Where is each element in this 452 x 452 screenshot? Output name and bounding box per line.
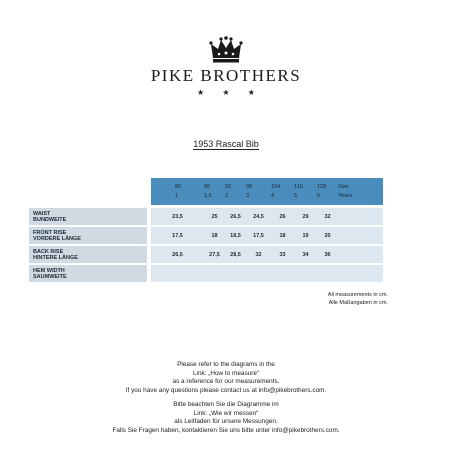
row-label-back-rise: BACK RISE HINTERE LÄNGE	[29, 245, 147, 264]
cell	[294, 264, 317, 283]
page-title	[0, 139, 452, 149]
cell: 18,5	[225, 226, 246, 245]
info-german	[0, 401, 452, 435]
cell	[338, 208, 383, 226]
cell: 27,5	[204, 245, 225, 264]
cell: 34	[294, 245, 317, 264]
note-de: Alle Maßangaben in cm.	[328, 299, 388, 306]
cell	[338, 264, 383, 283]
cell: 29	[294, 208, 317, 226]
header-row	[29, 178, 383, 205]
table-row	[29, 226, 383, 245]
how-to-measure-link[interactable]: Link: „How to measure“	[192, 369, 260, 377]
header-col-6: 128 6	[317, 178, 338, 205]
table-row	[29, 264, 383, 283]
brand-stars: ★ ★ ★	[197, 88, 263, 97]
cell	[246, 264, 271, 283]
row-label-hem-width: HEM WIDTH SAUMWEITE	[29, 264, 147, 283]
header-col-2: 92 2	[225, 178, 246, 205]
info-en-line: as a reference for our measurements.	[172, 378, 280, 386]
cell: 18	[204, 226, 225, 245]
row-label-front-rise: FRONT RISE VORDERE LÄNGE	[29, 226, 147, 245]
crown-icon	[209, 36, 243, 64]
cell	[317, 264, 338, 283]
cell	[338, 226, 383, 245]
info-de-line[interactable]: Falls Sie Fragen haben, kontaktieren Sie uns bitte unter info@pikebrothers.com.	[112, 426, 340, 434]
cell: 26	[271, 208, 294, 226]
info-en-line: Please refer to the diagrams in the	[177, 361, 275, 368]
header-col-5: 116 5	[294, 178, 317, 205]
cell: 17,5	[151, 226, 204, 245]
cell: 24,5	[246, 208, 271, 226]
header-col-1: 86 1,5	[204, 178, 225, 205]
cell: 20	[317, 226, 338, 245]
cell: 26,5	[151, 245, 204, 264]
row-label-waist: WAIST BUNDWEITE	[29, 208, 147, 226]
page-title-text: 1953 Rascal Bib	[193, 139, 259, 149]
header-corner	[29, 178, 147, 205]
cell: 32	[317, 208, 338, 226]
header-col-0: 80 1	[151, 178, 204, 205]
cell: 18	[271, 226, 294, 245]
brand-logo	[0, 36, 452, 97]
cell	[204, 264, 225, 283]
cell: 26,5	[225, 208, 246, 226]
info-de-line: Bitte beachten Sie die Diagramme im	[173, 401, 279, 408]
header-col-7: Size Years	[338, 178, 383, 205]
cell	[271, 264, 294, 283]
header-col-4: 104 4	[271, 178, 294, 205]
cell: 17,5	[246, 226, 271, 245]
wie-wir-messen-link[interactable]: Link: „Wie wir messen“	[193, 409, 259, 417]
info-de-line: als Leitfaden für unsere Messungen.	[174, 418, 278, 426]
size-chart-table	[29, 178, 383, 284]
header-col-3: 98 3	[246, 178, 271, 205]
table-row	[29, 208, 383, 226]
cell: 28,5	[225, 245, 246, 264]
info-en-line[interactable]: If you have any questions please contact us at info@pikebrothers.com.	[125, 386, 327, 394]
cell	[225, 264, 246, 283]
cell: 19	[294, 226, 317, 245]
cell: 25	[204, 208, 225, 226]
note-en: All measurements in cm.	[327, 292, 388, 298]
cell: 32	[246, 245, 271, 264]
cell	[151, 264, 204, 283]
table-row	[29, 245, 383, 264]
cell: 36	[317, 245, 338, 264]
info-english	[0, 361, 452, 395]
cell	[338, 245, 383, 264]
cell: 33	[271, 245, 294, 264]
brand-name: PIKE BROTHERS	[150, 66, 302, 85]
cell: 23,5	[151, 208, 204, 226]
measurement-note	[328, 292, 388, 307]
